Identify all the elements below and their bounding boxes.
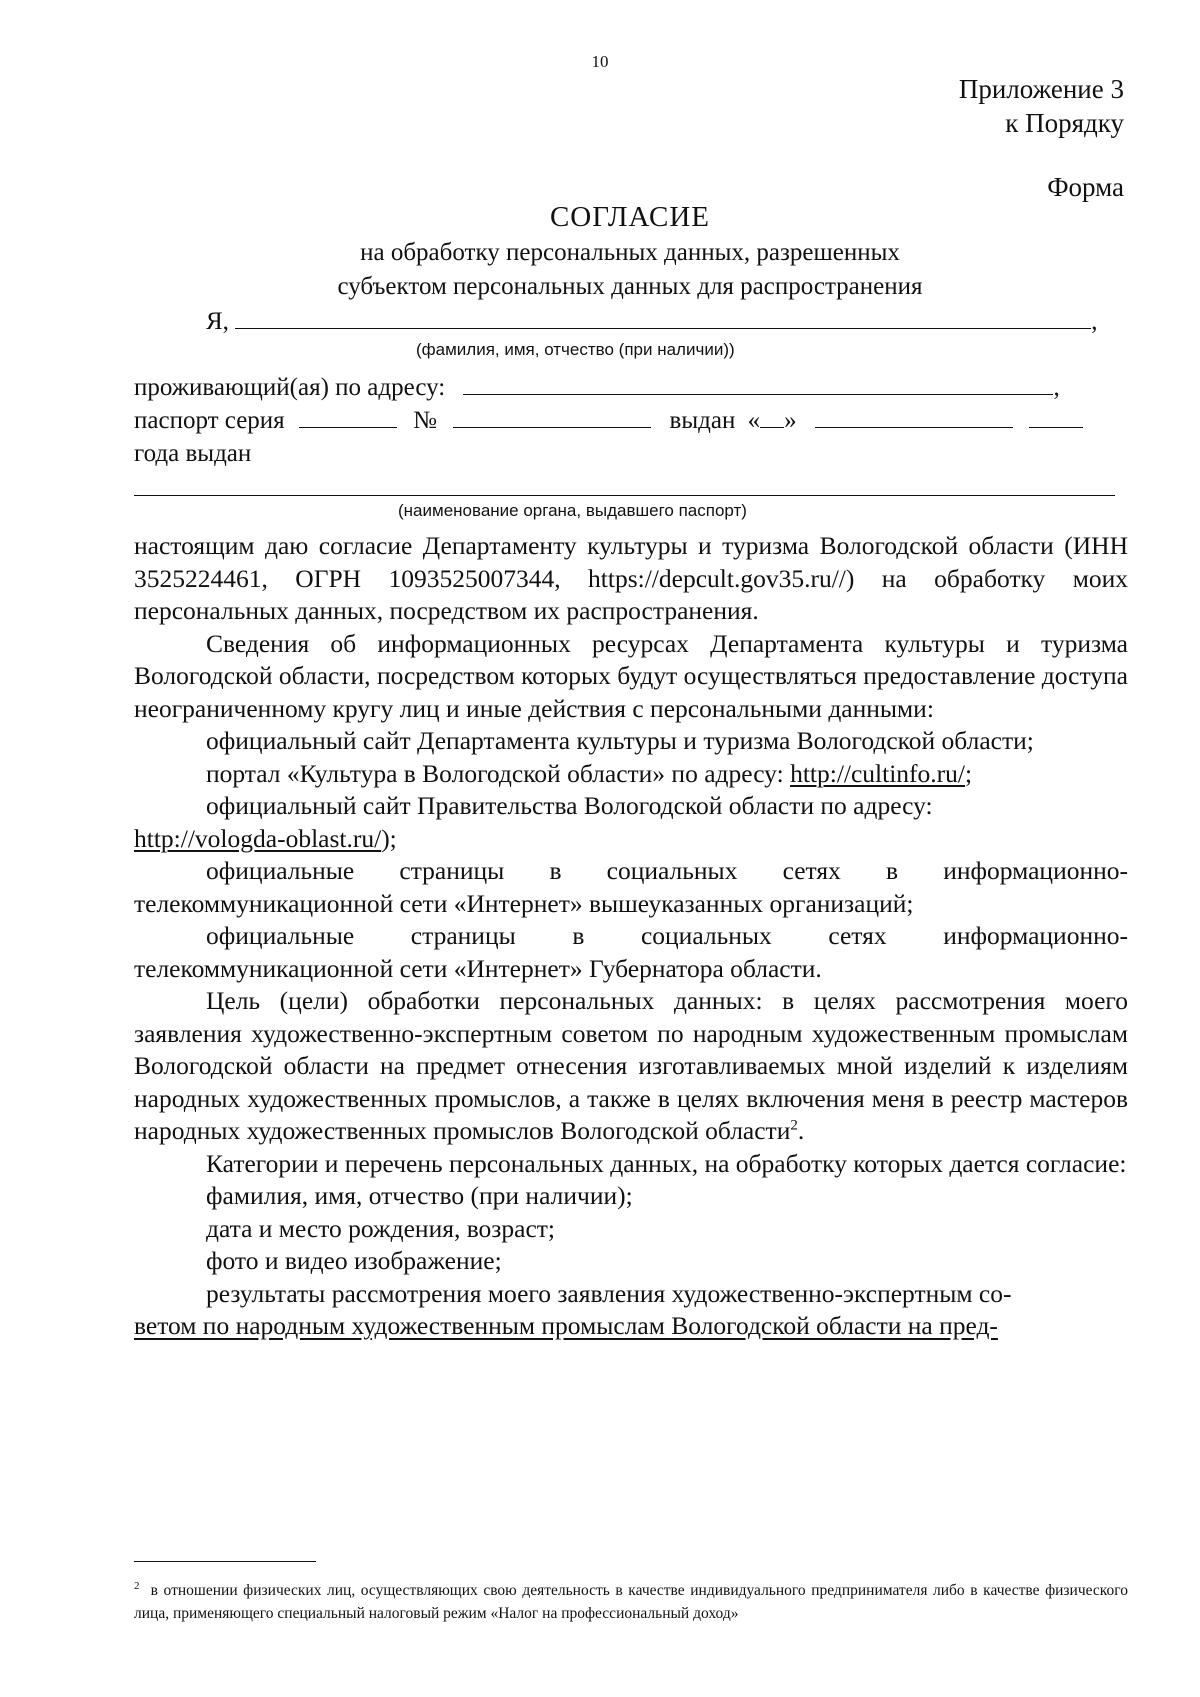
resource-item-5: официальные страницы в социальных сетях информационно-телекоммуникационной сети «Интернет» Губернатора области. xyxy=(134,921,1128,983)
appendix-reference xyxy=(959,72,1124,140)
document-subtitle xyxy=(60,236,1200,304)
issued-year-blank[interactable] xyxy=(1029,407,1083,428)
resource-item-2-end: ; xyxy=(965,758,973,788)
resource-item-3-end: ); xyxy=(381,823,397,853)
cultinfo-link[interactable]: http://cultinfo.ru/ xyxy=(790,758,966,788)
resource-item-2-text: портал «Культура в Вологодской области» по адресу: xyxy=(206,758,791,788)
issuer-caption: (наименование органа, выдавшего паспорт) xyxy=(398,501,747,520)
category-item-2: дата и место рождения, возраст; xyxy=(206,1213,555,1243)
issued-quote-open: « xyxy=(747,407,761,434)
issued-day-blank[interactable] xyxy=(760,407,784,428)
issued-quote-close: » xyxy=(784,407,797,434)
address-label: проживающий(ая) по адресу: xyxy=(134,374,446,401)
footnote-text: в отношении физических лиц, осуществляющих свою деятельность в качестве индивидуального предпринимателя либо в качестве физического лица, применяющего специальный налоговый режим «Налог на профессиональный доход» xyxy=(134,1582,1129,1623)
issuer-blank-line[interactable] xyxy=(134,495,1115,496)
passport-number-label: № xyxy=(413,407,438,434)
footnote-reference[interactable]: 2 xyxy=(790,1117,798,1134)
resource-item-4: официальные страницы в социальных сетях в информационно-телекоммуникационной сети «Интернет» вышеуказанных организаций; xyxy=(134,856,1128,918)
resource-item-3 xyxy=(134,790,1128,823)
fio-blank-line[interactable] xyxy=(235,308,1091,329)
vologda-oblast-link[interactable]: http://vologda-oblast.ru/ xyxy=(134,823,382,853)
resources-intro-paragraph: Сведения об информационных ресурсах Департамента культуры и туризма Вологодской области, посредством которых будут осуществляться предоставление доступа неограниченному кругу лиц и иные действия с персональными данными: xyxy=(134,628,1128,723)
issued-month-blank[interactable] xyxy=(815,407,1013,428)
document-title: СОГЛАСИЕ xyxy=(549,201,711,233)
issued-label: выдан xyxy=(669,407,736,434)
form-label: Форма xyxy=(1047,172,1124,202)
category-item-4-line-2-text: ветом по народным художественным промыслам Вологодской области на пред- xyxy=(134,1311,998,1340)
page-number: 10 xyxy=(591,52,609,71)
appendix-line-1: Приложение 3 xyxy=(958,74,1124,104)
footnote xyxy=(134,1575,1128,1625)
resource-item-3-link-line xyxy=(134,823,1128,856)
categories-paragraph: Категории и перечень персональных данных, на обработку которых дается согласие: xyxy=(206,1148,1127,1178)
subtitle-line-2: субъектом персональных данных для распространения xyxy=(337,273,923,300)
fio-caption: (фамилия, имя, отчество (при наличии)) xyxy=(416,340,735,359)
passport-series-blank[interactable] xyxy=(299,407,397,428)
purpose-text: Цель (цели) обработки персональных данных: в целях рассмотрения моего заявления художественно-экспертным советом по народным художественным промыслам Вологодской области на предмет отнесения изготавливаемых мной изделий к изделиям народных художественных промыслов, а также в целях включения меня в реестр мастеров народных художественных промыслов Вологодской области xyxy=(134,986,1128,1145)
address-blank-line[interactable] xyxy=(463,374,1053,395)
subtitle-line-1: на обработку персональных данных, разрешенных xyxy=(360,239,900,266)
consent-body xyxy=(134,530,1128,1343)
passport-series-label: паспорт серия xyxy=(134,407,285,434)
purpose-paragraph xyxy=(134,985,1128,1148)
purpose-end: . xyxy=(797,1116,805,1145)
passport-field-row xyxy=(134,405,1083,437)
category-item-4-line-2 xyxy=(134,1310,1128,1343)
resource-item-2 xyxy=(134,758,1128,791)
address-field-row: проживающий(ая) по адресу: , xyxy=(134,374,1060,401)
resource-item-1: официальный сайт Департамента культуры и туризма Вологодской области; xyxy=(206,726,1034,755)
appendix-line-2: к Порядку xyxy=(1005,108,1124,138)
footnote-separator xyxy=(134,1561,316,1562)
category-item-4-line-1: результаты рассмотрения моего заявления художественно-экспертным со- xyxy=(206,1278,1012,1308)
i-label: Я, xyxy=(206,308,229,335)
category-item-3: фото и видео изображение; xyxy=(206,1246,502,1275)
fio-field-row: Я, , xyxy=(206,308,1098,335)
year-issued-label: года выдан xyxy=(134,440,252,467)
passport-number-blank[interactable] xyxy=(453,407,651,428)
consent-paragraph-1: настоящим даю согласие Департаменту культуры и туризма Вологодской области (ИНН 3525224461, ОГРН 1093525007344, https://depcult.gov35.ru//) на обработку моих персональных данных, посредством их распространения. xyxy=(134,531,1128,625)
footnote-mark: 2 xyxy=(134,1580,140,1592)
resource-item-3-text: официальный сайт Правительства Вологодской области по адресу: xyxy=(206,791,933,820)
category-item-1: фамилия, имя, отчество (при наличии); xyxy=(206,1181,633,1210)
